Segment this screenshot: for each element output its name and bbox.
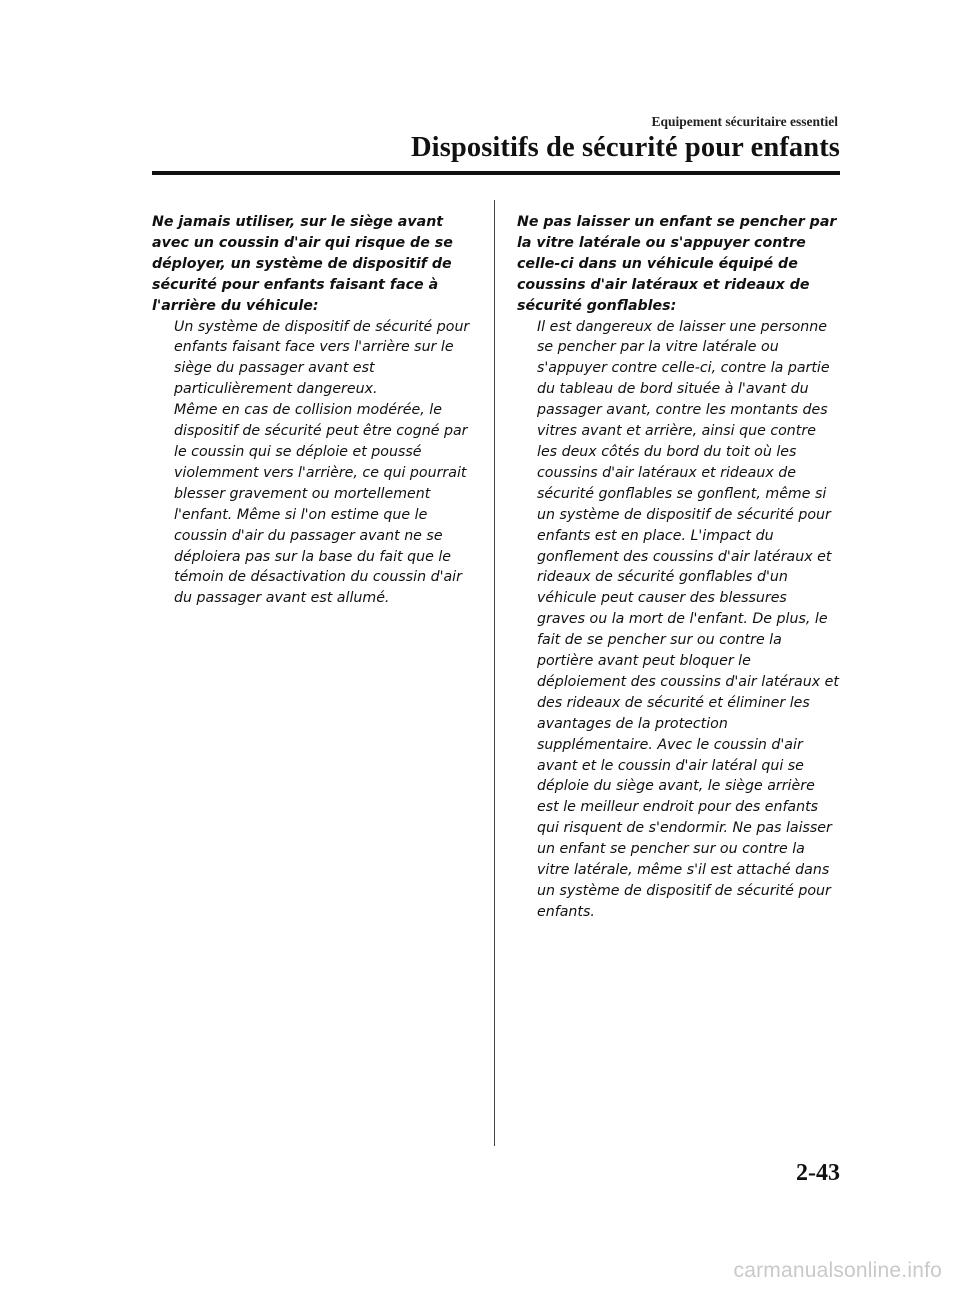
header-rule	[152, 171, 840, 175]
section-label: Equipement sécuritaire essentiel	[651, 114, 838, 129]
warning-paragraph: Même en cas de collision modérée, le dispositif de sécurité peut être cogné par le coussin qui se déploie et poussé violemment vers l'arrière, ce qui pourrait blesser gravement ou mortellement l'enfant. Même si l'on estime que le coussin d'air du passager avant ne se déploiera pas sur la base du fait que le témoin de désactivation du coussin d'air du passager avant est allumé.	[174, 402, 468, 607]
left-column	[152, 212, 470, 609]
warning-paragraph: Il est dangereux de laisser une personne se pencher par la vitre latérale ou s'appuyer contre celle-ci, contre la partie du tableau de bord située à l'avant du passager avant, contre les montants des vitres avant et arrière, ainsi que contre les deux côtés du bord du toit où les coussins d'air latéraux et rideaux de sécurité gonflables se gonflent, même si un système de dispositif de sécurité pour enfants est en place. L'impact du gonflement des coussins d'air latéraux et rideaux de sécurité gonflables d'un véhicule peut causer des blessures graves ou la mort de l'enfant. De plus, le fait de se pencher sur ou contre la portière avant peut bloquer le déploiement des coussins d'air latéraux et des rideaux de sécurité et éliminer les avantages de la protection supplémentaire. Avec le coussin d'air avant et le coussin d'air latéral qui se déploie du siège avant, le siège arrière est le meilleur endroit pour des enfants qui risquent de s'endormir. Ne pas laisser un enfant se pencher sur ou contre la vitre latérale, même s'il est attaché dans un système de dispositif de sécurité pour enfants.	[537, 318, 839, 920]
watermark: carmanualsonline.info	[733, 1259, 942, 1282]
warning-paragraph: Un système de dispositif de sécurité pour enfants faisant face vers l'arrière sur le siège du passager avant est particulièrement dangereux.	[174, 318, 470, 398]
warning-title: Ne pas laisser un enfant se pencher par la vitre latérale ou s'appuyer contre celle-ci dans un véhicule équipé de coussins d'air latéraux et rideaux de sécurité gonflables:	[517, 214, 837, 314]
right-column	[517, 212, 839, 923]
page-title: Dispositifs de sécurité pour enfants	[411, 132, 840, 163]
page-number: 2-43	[796, 1160, 840, 1186]
warning-title: Ne jamais utiliser, sur le siège avant avec un coussin d'air qui risque de se déployer, un système de dispositif de sécurité pour enfants faisant face à l'arrière du véhicule:	[152, 214, 453, 314]
column-divider	[494, 200, 495, 1146]
